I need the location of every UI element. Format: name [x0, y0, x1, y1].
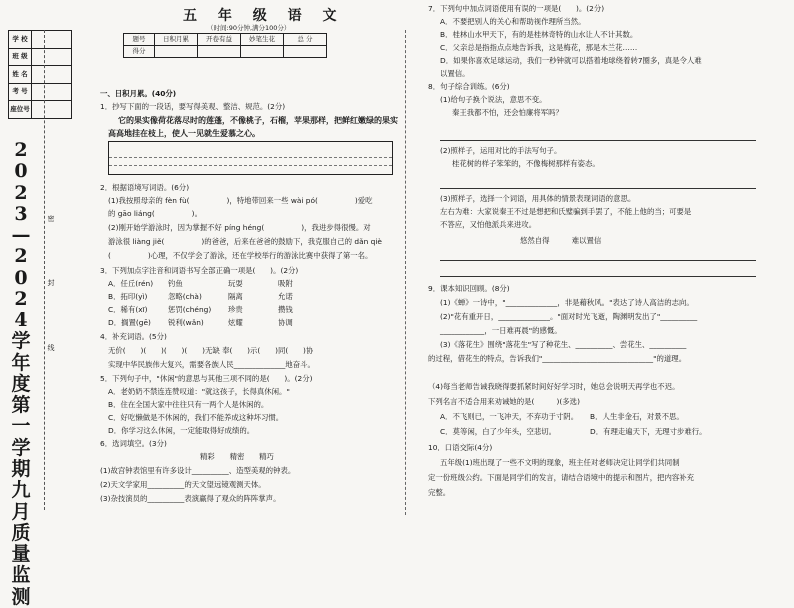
title-char: 测	[11, 585, 31, 608]
q8-word-choices: 悠然自得 难以置信	[520, 236, 602, 245]
title-char: 0	[14, 266, 28, 289]
q2-line: (2)刚开始学游泳时，因为掌握不好 píng héng( )，我进步得很慢。对	[108, 223, 371, 232]
question-1: 1．抄写下面的一段话，要写得美观、整洁、规范。(2分)	[100, 102, 286, 111]
q10-text: 五年级(1)班出现了一些不文明的现象，班主任对老师决定让同学们共同制	[440, 458, 680, 467]
q3-option	[108, 292, 293, 302]
title-char: 度	[11, 372, 31, 395]
q9-line: （4)每当老师告诫我晓得要抓紧时间好好学习时，她总会说明天再学也不迟。	[428, 382, 680, 391]
q7-option: A．不要把别人的关心和帮助视作理所当然。	[440, 17, 586, 26]
score-cell[interactable]	[241, 46, 284, 58]
q9-line: 的过程，借花生的特点，告诉我们"______________________________"的道理。	[428, 354, 687, 363]
writing-box[interactable]	[108, 141, 393, 175]
question-9: 9．课本知识回顾。(8分)	[428, 284, 510, 293]
q5-option: B．住在全国大家中往往只有一两个人是休闲的。	[108, 400, 269, 409]
q9-option: D．有理走遍天下，无理寸步难行。	[590, 427, 707, 436]
q6-sentence: (1)故宫钟表馆里有许多设计__________、造型美观的钟表。	[100, 466, 296, 475]
seal-line-labels	[46, 215, 56, 408]
q9-option: B．人生非金石，对景不思。	[590, 412, 684, 421]
title-char: 第	[11, 394, 31, 417]
name-field[interactable]	[32, 66, 72, 84]
score-header: 总 分	[284, 34, 327, 46]
seal-line	[44, 30, 45, 510]
option-word: 吸附	[278, 279, 293, 288]
title-char: 0	[14, 160, 28, 183]
class-field[interactable]	[32, 48, 72, 66]
title-char: 量	[11, 543, 31, 566]
option-word: B．拓印(yì)	[108, 292, 148, 301]
title-char: 2	[14, 181, 28, 204]
info-label: 姓 名	[9, 66, 32, 84]
seal-label: 封	[47, 279, 55, 288]
question-6: 6．选词填空。(3分)	[100, 439, 167, 448]
q3-option	[108, 305, 293, 315]
title-char: 月	[11, 500, 31, 523]
q9-line: ____________，一日难再晨"的感慨。	[440, 326, 562, 335]
title-char: 监	[11, 564, 31, 587]
q9-line: 下列名言不适合用来劝诫她的是( )(多选)	[428, 397, 580, 406]
q3-option	[108, 279, 293, 289]
option-word: 钓鱼	[168, 279, 183, 288]
exam-number-field[interactable]	[32, 83, 72, 101]
column-divider	[405, 30, 406, 515]
option-word: 攒钱	[278, 305, 293, 314]
title-char: 3	[14, 202, 28, 225]
q7-option: 以置信。	[440, 69, 470, 78]
option-word: 玩耍	[228, 279, 243, 288]
option-word: 炫耀	[228, 318, 243, 327]
score-header: 开卷有益	[198, 34, 241, 46]
q8-subquestion: (1)给句子换个说法，意思不变。	[440, 95, 547, 104]
info-label: 座位号	[9, 101, 32, 119]
question-3: 3．下列加点字注音和词语书写全部正确一项是( )。(2分)	[100, 266, 299, 275]
score-cell[interactable]	[155, 46, 198, 58]
q7-option: B．桂林山水甲天下，有的是桂林奇特的山水让人不计其数。	[440, 30, 638, 39]
school-field[interactable]	[32, 31, 72, 49]
q8-subquestion: (3)照样子，选择一个词语，用具体的情景表现词语的意思。	[440, 194, 636, 203]
q6-sentence: (2)天文学家用__________的天文望远镜观测天体。	[100, 480, 266, 489]
info-label: 班 级	[9, 48, 32, 66]
option-word: C．稀有(xī)	[108, 305, 148, 314]
q10-text: 定一份班级公约。下面是同学们的发言，请结合语境中的提示和图片，把内容补充	[428, 473, 695, 482]
section-heading: 一、日积月累。(40分)	[100, 89, 177, 98]
option-word: D．搁置(gē)	[108, 318, 151, 327]
score-header: 题号	[124, 34, 155, 46]
q3-option	[108, 318, 293, 328]
title-char: 一	[11, 415, 31, 438]
q5-option: A．老奶奶不禁连连赞叹道："就这孩子，长得真休闲。"	[108, 387, 290, 396]
title-char: 2	[14, 139, 28, 161]
question-7: 7．下列句中加点词语使用有误的一项是( )。(2分)	[428, 4, 605, 13]
q6-sentence: (3)杂技演员的__________表演赢得了观众的阵阵掌声。	[100, 494, 281, 503]
score-header: 妙笔生花	[241, 34, 284, 46]
option-word: 惩罚(chéng)	[168, 305, 212, 314]
title-char: 学	[11, 330, 31, 353]
option-word: 忽略(chà)	[168, 292, 202, 301]
q5-option: D．你学习这么休闲，一定能取得好成绩的。	[108, 426, 255, 435]
q4-blanks: 无价( )( )( )( )无缺 奉( )示( )同( )协	[108, 346, 314, 355]
answer-line[interactable]	[440, 140, 756, 141]
seal-label: 密	[47, 215, 55, 223]
seat-number-field[interactable]	[32, 101, 72, 119]
answer-line[interactable]	[440, 260, 756, 261]
info-label: 考 号	[9, 83, 32, 101]
seal-label: 线	[47, 343, 55, 352]
q7-option: C．父亲总是指指点点地告诉我，这是梅花，那是木兰花……	[440, 43, 638, 52]
vertical-exam-title	[10, 140, 32, 608]
exam-title: 五 年 级 语 文	[183, 8, 345, 24]
option-word: 协调	[278, 318, 293, 327]
title-char: —	[11, 224, 31, 247]
score-row-label: 得分	[124, 46, 155, 58]
option-word: 允诺	[278, 292, 293, 301]
question-4: 4．补充词语。(5分)	[100, 332, 167, 341]
option-word: 锐利(wǎn)	[168, 318, 204, 327]
q8-example: 桂花树的样子笨笨的，不像梅树那样有姿态。	[452, 159, 600, 168]
q2-line: 的 gāo liáng( )。	[108, 209, 202, 218]
question-5: 5．下列句子中，"休闲"的意思与其他三项不同的是( )。(2分)	[100, 374, 313, 383]
option-word: 隔离	[228, 292, 243, 301]
q9-line: (1)《蝉》一诗中，"______________，非是藉秋风。"表达了诗人高洁的志向。	[440, 298, 694, 307]
q8-example: 不答应，又怕他派兵来进攻。	[440, 220, 537, 229]
option-word: A．任丘(rén)	[108, 279, 154, 288]
q9-line: (3)《落花生》围绕"落花生"写了种花生、__________、尝花生、__________	[440, 340, 687, 349]
score-cell[interactable]	[284, 46, 327, 58]
copy-passage-line-1: 它的果实像荷花落尽时的莲蓬，不像桃子，石榴，苹果那样，把鲜红嫩绿的果实	[118, 115, 398, 125]
score-header: 日积月累	[155, 34, 198, 46]
option-word: 珍贵	[228, 305, 243, 314]
q2-line: (1)我按照母亲的 fèn fù( )，特地带回来一些 wài pó( )爱吃	[108, 196, 373, 205]
q9-option: C．莫等闲，白了少年头，空悲切。	[440, 427, 557, 436]
title-char: 九	[11, 479, 31, 502]
title-char: 质	[11, 521, 31, 544]
q6-word-choices: 精彩 精密 精巧	[200, 452, 274, 461]
answer-line[interactable]	[440, 276, 756, 277]
q2-line: ( )心理，不仅学会了游泳，还在学校举行的游泳比赛中获得了第一名。	[108, 251, 373, 260]
question-8: 8．句子综合训练。(6分)	[428, 82, 510, 91]
title-char: 2	[14, 287, 28, 310]
q5-option: C．好吃懒做是不休闲的，我们不能养成这种坏习惯。	[108, 413, 284, 422]
info-label: 学 校	[9, 31, 32, 49]
title-char: 年	[11, 351, 31, 374]
title-char: 4	[14, 309, 28, 332]
q8-example: 左右为难：大家说秦王不过是想把和氏璧骗到手罢了，不能上他的当；可要是	[440, 207, 692, 216]
q10-text: 完整。	[428, 488, 451, 497]
q8-subquestion: (2)照样子，运用对比的手法写句子。	[440, 146, 562, 155]
q9-line: (2)"花有重开日，______________。"面对时光飞逝，陶渊明发出了"__________	[440, 312, 698, 321]
q7-option: D．如果你喜欢足球运动，我们一秒钟就可以搭着地球绕着转7圈多，真是令人难	[440, 56, 702, 65]
exam-subtitle: （时间:90分钟,满分100分）	[207, 24, 291, 32]
q4-sentence: 实现中华民族伟大复兴，需要各族人民______________地奋斗。	[108, 360, 315, 369]
q9-option: A．不飞则已，一飞冲天，不弃功于寸阴。	[440, 412, 579, 421]
title-char: 学	[11, 436, 31, 459]
copy-passage-line-2: 高高地挂在枝上，使人一见就生爱慕之心。	[108, 128, 260, 138]
student-info-table	[8, 30, 72, 119]
question-2: 2．根据语境写词语。(6分)	[100, 183, 190, 192]
score-cell[interactable]	[198, 46, 241, 58]
score-table	[123, 33, 327, 58]
question-10: 10．口语交际(4分)	[428, 443, 493, 452]
q2-line: 游泳很 liàng jiě( )的爸爸，后来在爸爸的鼓励下，我克服自己的 dǎn qiè	[108, 237, 382, 246]
answer-line[interactable]	[440, 188, 756, 189]
q8-example: 秦王我都不怕，还会怕廉将军吗？	[452, 108, 563, 117]
title-char: 2	[14, 245, 28, 268]
title-char: 期	[11, 457, 31, 480]
